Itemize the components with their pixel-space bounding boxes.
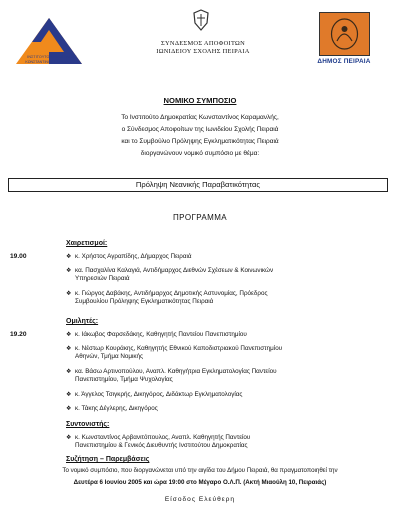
event-date-venue: Δευτέρα 6 Ιουνίου 2005 και ώρα 19:00 στο Μέγαρο Ο.Λ.Π. (Ακτή Μιαούλη 10, Πειραιάς): [73, 479, 327, 486]
municipality-seal-drawing-icon: [320, 13, 369, 55]
closing-text: Το νομικό συμπόσιο, που διοργανώνεται υπό την αιγίδα του Δήμου Πειραιά, θα πραγματοποιηθεί την: [62, 467, 338, 474]
list-item: [66, 253, 366, 261]
municipality-seal-icon: [319, 12, 370, 56]
list-item: [66, 331, 366, 339]
speakers-label: Ομιλητές:: [66, 318, 99, 325]
page-title: ΝΟΜΙΚΟ ΣΥΜΠΟΣΙΟ: [163, 96, 237, 105]
list-item: [66, 405, 366, 413]
intro-line: ο Σύνδεσμος Αποφοίτων της Ιωνιδείου Σχολής Πειραιά: [121, 126, 279, 133]
association-line-2: ΙΩΝΙΔΕΙΟΥ ΣΧΟΛΗΣ ΠΕΙΡΑΙΑ: [156, 48, 250, 55]
list-item-text: κ. Γιώργος Δαβάκης, Αντιδήμαρχος Δημοτικής Αστυνομίας, Πρόεδρος: [75, 290, 268, 297]
list-item-text: κ. Νέστωρ Κουράκης, Καθηγητής Εθνικού Καποδιστριακού Πανεπιστημίου: [75, 345, 283, 352]
list-item-text: κ. Τάκης Δέγλερης, Δικηγόρος: [75, 405, 158, 412]
intro-line: και το Συμβούλιο Πρόληψης Εγκληματικότητας Πειραιά: [121, 138, 279, 145]
list-item: [66, 290, 366, 307]
greetings-label: Χαιρετισμοί:: [66, 240, 108, 247]
list-item-text: κα. Πασχαλίνα Καλαγιά, Αντιδήμαρχος Διεθνών Σχέσεων & Κοινωνικών: [75, 267, 274, 274]
bullet-icon: ❖: [66, 291, 72, 297]
list-item: [66, 345, 366, 362]
bullet-icon: ❖: [66, 369, 72, 375]
coordinator-label: Συντονιστής:: [66, 421, 110, 428]
bullet-icon: ❖: [66, 346, 72, 352]
list-item-text: Συμβουλίου Πρόληψης Εγκληματικότητας Πειραιά: [75, 298, 214, 306]
list-item: [66, 434, 366, 451]
institute-logo-caption-1: ΙΝΣΤΙΤΟΥΤΟ ΔΗΜΟΚΡΑΤΙΑΣ: [27, 55, 77, 59]
list-item: [66, 368, 366, 385]
bullet-icon: ❖: [66, 268, 72, 274]
intro-line: Το Ινστιτούτο Δημοκρατίας Κωνσταντίνος Καραμανλής,: [121, 114, 279, 121]
list-item-text: Πανεπιστημίου & Γενικός Διευθυντής Ινστιτούτου Δημοκρατίας: [75, 442, 248, 450]
municipality-caption: ΔΗΜΟΣ ΠΕΙΡΑΙΑ: [317, 58, 371, 65]
list-item-text: κα. Βάσω Αρτινοπούλου, Αναπλ. Καθηγήτρια Εγκληματολογίας Παντείου: [75, 368, 277, 375]
institute-logo-caption-2: ΚΩΝΣΤΑΝΤΙΝΟΣ ΚΑΡΑΜΑΝΛΗΣ: [25, 60, 79, 64]
topic-box: Πρόληψη Νεανικής Παραβατικότητας: [8, 178, 388, 192]
list-item-text: κ. Χρήστος Αγραπίδης, Δήμαρχος Πειραιά: [75, 253, 192, 260]
list-item-text: Αθηνών, Τμήμα Νομικής: [75, 353, 144, 361]
free-entry-notice: Είσοδος Ελεύθερη: [164, 496, 236, 503]
bullet-icon: ❖: [66, 254, 72, 260]
school-crest-icon: [192, 9, 210, 31]
intro-line: διοργανώνουν νομικό συμπόσιο με θέμα:: [140, 150, 260, 157]
bullet-icon: ❖: [66, 392, 72, 398]
list-item-text: κ. Άγγελος Τσιγκρής, Δικηγόρος, Διδάκτωρ Εγκληματολογίας: [75, 391, 243, 398]
list-item-text: Πανεπιστημίου, Τμήμα Ψυχολογίας: [75, 376, 173, 384]
greetings-time: 19.00: [10, 253, 27, 260]
list-item-text: Υπηρεσιών Πειραιά: [75, 275, 130, 283]
speakers-time: 19.20: [10, 331, 27, 338]
bullet-icon: ❖: [66, 406, 72, 412]
bullet-icon: ❖: [66, 332, 72, 338]
discussion-label: Συζήτηση – Παρεμβάσεις: [66, 456, 150, 463]
list-item: [66, 391, 366, 399]
list-item-text: κ. Κωνσταντίνος Αρβανιτόπουλος, Αναπλ. Καθηγητής Παντείου: [75, 434, 251, 441]
list-item-text: κ. Ιάκωβος Φαρσεδάκης, Καθηγητής Παντείου Πανεπιστημίου: [75, 331, 247, 338]
bullet-icon: ❖: [66, 435, 72, 441]
program-heading: ΠΡΟΓΡΑΜΜΑ: [172, 213, 228, 222]
list-item: [66, 267, 366, 284]
association-line-1: ΣΥΝΔΕΣΜΟΣ ΑΠΟΦΟΙΤΩΝ: [160, 40, 246, 47]
